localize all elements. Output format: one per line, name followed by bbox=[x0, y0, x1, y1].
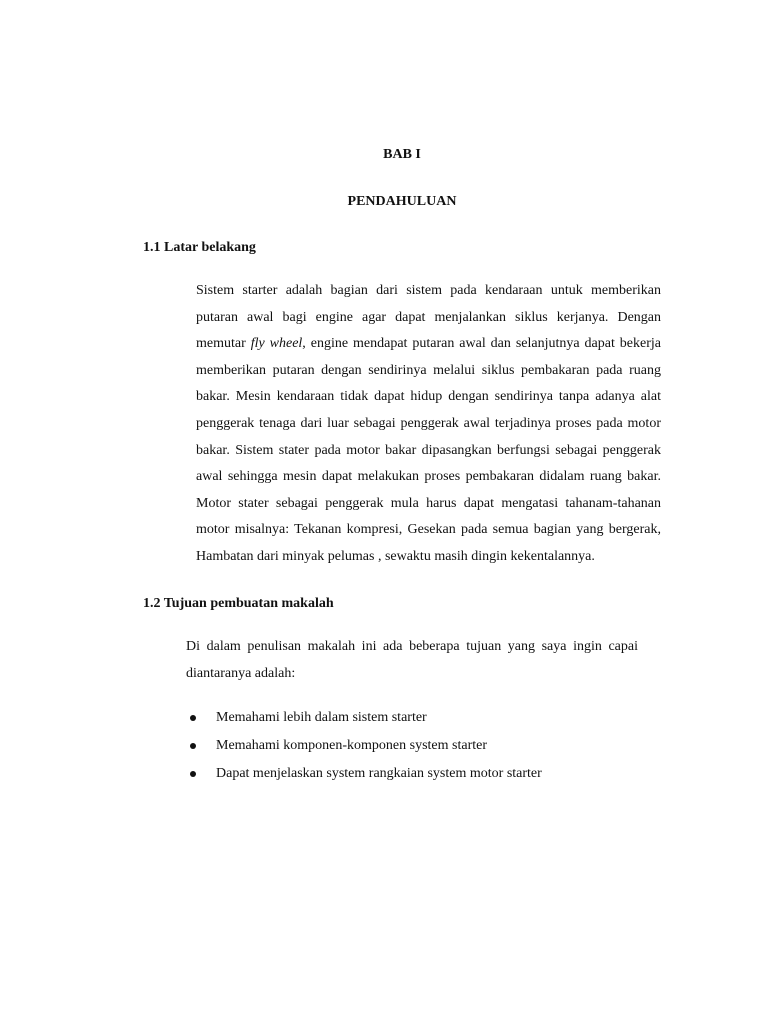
list-item bbox=[190, 736, 542, 764]
section-heading-latar-belakang: 1.1 Latar belakang bbox=[143, 240, 256, 255]
list-item bbox=[190, 764, 542, 792]
paragraph-line: diantaranya adalah: bbox=[186, 665, 296, 681]
paragraph-line: motor misalnya: Tekanan kompresi, Gesekan pada semua bagian yang bergerak, bbox=[196, 522, 661, 538]
chapter-number: BAB I bbox=[383, 147, 421, 162]
paragraph-line: Sistem starter adalah bagian dari sistem pada kendaraan untuk memberikan bbox=[196, 283, 661, 298]
paragraph-line: bakar. Sistem stater pada motor bakar dipasangkan berfungsi sebagai penggerak bbox=[196, 442, 661, 458]
paragraph-line: penggerak tenaga dari luar sebagai penggerak awal terjadinya proses pada motor bbox=[196, 415, 661, 431]
list-item bbox=[190, 708, 542, 736]
bullet-icon bbox=[190, 743, 196, 749]
paragraph-tujuan bbox=[168, 634, 638, 687]
paragraph-line: awal sehingga mesin dapat melakukan proses pembakaran didalam ruang bakar. bbox=[196, 469, 661, 485]
paragraph-latar-belakang bbox=[168, 278, 661, 571]
paragraph-line: bakar. Mesin kendaraan tidak dapat hidup dengan sendirinya tanpa adanya alat bbox=[196, 389, 661, 405]
paragraph-line: memberikan putaran dengan sendirinya melalui siklus pembakaran pada ruang bbox=[196, 362, 661, 378]
paragraph-line-with-italic bbox=[168, 331, 661, 358]
paragraph-line: Motor stater sebagai penggerak mula harus dapat mengatasi tahanam-tahanan bbox=[196, 495, 661, 511]
paragraph-line: Di dalam penulisan makalah ini ada beberapa tujuan yang saya ingin capai bbox=[186, 639, 638, 654]
objectives-list bbox=[190, 708, 542, 792]
line-rest: , engine mendapat putaran awal dan selanjutnya dapat bekerja bbox=[302, 336, 661, 352]
italic-term: fly wheel bbox=[250, 336, 303, 352]
section-heading-tujuan: 1.2 Tujuan pembuatan makalah bbox=[143, 596, 334, 611]
list-item-text: Memahami lebih dalam sistem starter bbox=[216, 710, 427, 725]
list-item-text: Dapat menjelaskan system rangkaian system motor starter bbox=[216, 766, 542, 781]
list-item-text: Memahami komponen-komponen system starter bbox=[216, 738, 487, 753]
paragraph-line: putaran awal bagi engine agar dapat menjalankan siklus kerjanya. Dengan bbox=[196, 309, 661, 325]
line-prefix: memutar bbox=[196, 336, 251, 352]
chapter-title: PENDAHULUAN bbox=[347, 194, 457, 209]
paragraph-line: Hambatan dari minyak pelumas , sewaktu masih dingin kekentalannya. bbox=[196, 548, 595, 564]
bullet-icon bbox=[190, 715, 196, 721]
bullet-icon bbox=[190, 771, 196, 777]
